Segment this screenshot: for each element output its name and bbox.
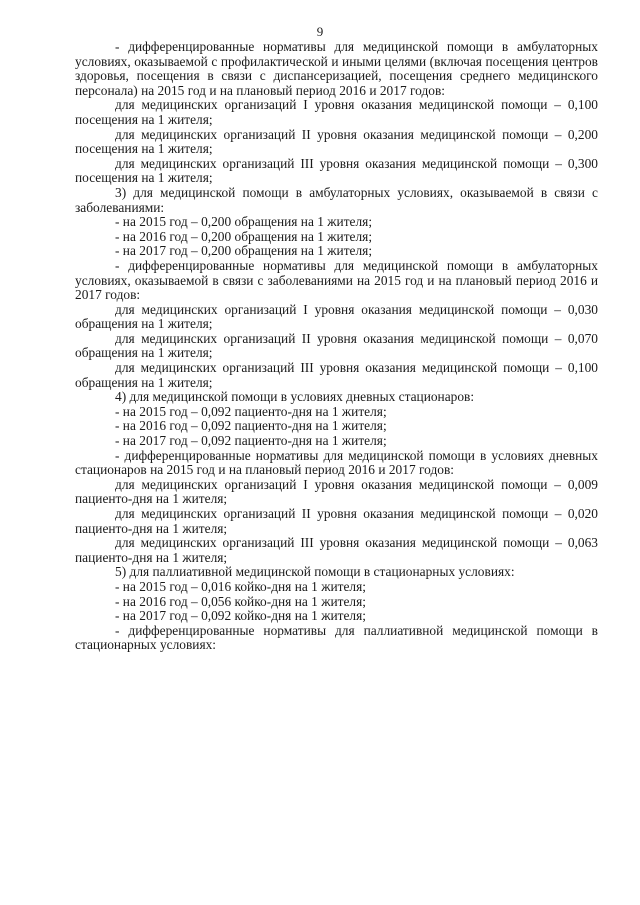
paragraph: - дифференцированные нормативы для медицинской помощи в условиях дневных стационаров на 2015 год и на плановый период 2016 и 2017 годов:	[75, 447, 598, 478]
paragraph: 4) для медицинской помощи в условиях дневных стационаров:	[115, 389, 475, 405]
document-body	[75, 40, 598, 653]
paragraph: для медицинских организаций III уровня оказания медицинской помощи – 0,063 пациенто-дня на 1 жителя;	[75, 535, 598, 565]
paragraph: - на 2016 год – 0,092 пациенто-дня на 1 жителя;	[115, 418, 387, 434]
paragraph: для медицинских организаций III уровня оказания медицинской помощи – 0,100 обращения на 1 жителя;	[75, 360, 598, 390]
paragraph: - на 2017 год – 0,092 пациенто-дня на 1 жителя;	[115, 433, 387, 449]
paragraph: для медицинских организаций III уровня оказания медицинской помощи – 0,300 посещения на 1 жителя;	[75, 155, 598, 186]
paragraph: - на 2015 год – 0,092 пациенто-дня на 1 жителя;	[115, 403, 387, 419]
paragraph: для медицинских организаций I уровня оказания медицинской помощи – 0,009 пациенто-дня на 1 жителя;	[75, 476, 598, 507]
paragraph: для медицинских организаций II уровня оказания медицинской помощи – 0,200 посещения на 1 жителя;	[75, 126, 598, 157]
paragraph: - на 2016 год – 0,056 койко-дня на 1 жителя;	[115, 593, 366, 609]
paragraph: - на 2016 год – 0,200 обращения на 1 жителя;	[115, 228, 373, 244]
page-number: 9	[316, 24, 324, 39]
paragraph: для медицинских организаций I уровня оказания медицинской помощи – 0,100 посещения на 1 жителя;	[75, 97, 598, 127]
paragraph: - дифференцированные нормативы для паллиативной медицинской помощи в стационарных условиях:	[75, 622, 598, 653]
paragraph: - дифференцированные нормативы для медицинской помощи в амбулаторных условиях, оказываемой в связи с заболеваниями на 2015 год и на плановый период 2016 и 2017 годов:	[75, 257, 598, 303]
paragraph: 3) для медицинской помощи в амбулаторных условиях, оказываемой в связи с заболеваниями:	[75, 184, 598, 215]
paragraph: - дифференцированные нормативы для медицинской помощи в амбулаторных условиях, оказываемой с профилактической и иными целями (включая посещения центров здоровья, посещения в связи с диспансеризацией, посещения среднего медицинского персонала) на 2015 год и на плановый период 2016 и 2017 годов:	[75, 39, 598, 98]
paragraph: - на 2015 год – 0,200 обращения на 1 жителя;	[115, 214, 373, 230]
paragraph: 5) для паллиативной медицинской помощи в стационарных условиях:	[115, 564, 515, 580]
paragraph: - на 2015 год – 0,016 койко-дня на 1 жителя;	[115, 578, 366, 594]
paragraph: для медицинских организаций II уровня оказания медицинской помощи – 0,020 пациенто-дня на 1 жителя;	[75, 506, 598, 536]
paragraph: - на 2017 год – 0,092 койко-дня на 1 жителя;	[115, 608, 366, 624]
paragraph: для медицинских организаций II уровня оказания медицинской помощи – 0,070 обращения на 1 жителя;	[75, 330, 598, 361]
paragraph: для медицинских организаций I уровня оказания медицинской помощи – 0,030 обращения на 1 жителя;	[75, 301, 598, 332]
paragraph: - на 2017 год – 0,200 обращения на 1 жителя;	[115, 243, 373, 259]
